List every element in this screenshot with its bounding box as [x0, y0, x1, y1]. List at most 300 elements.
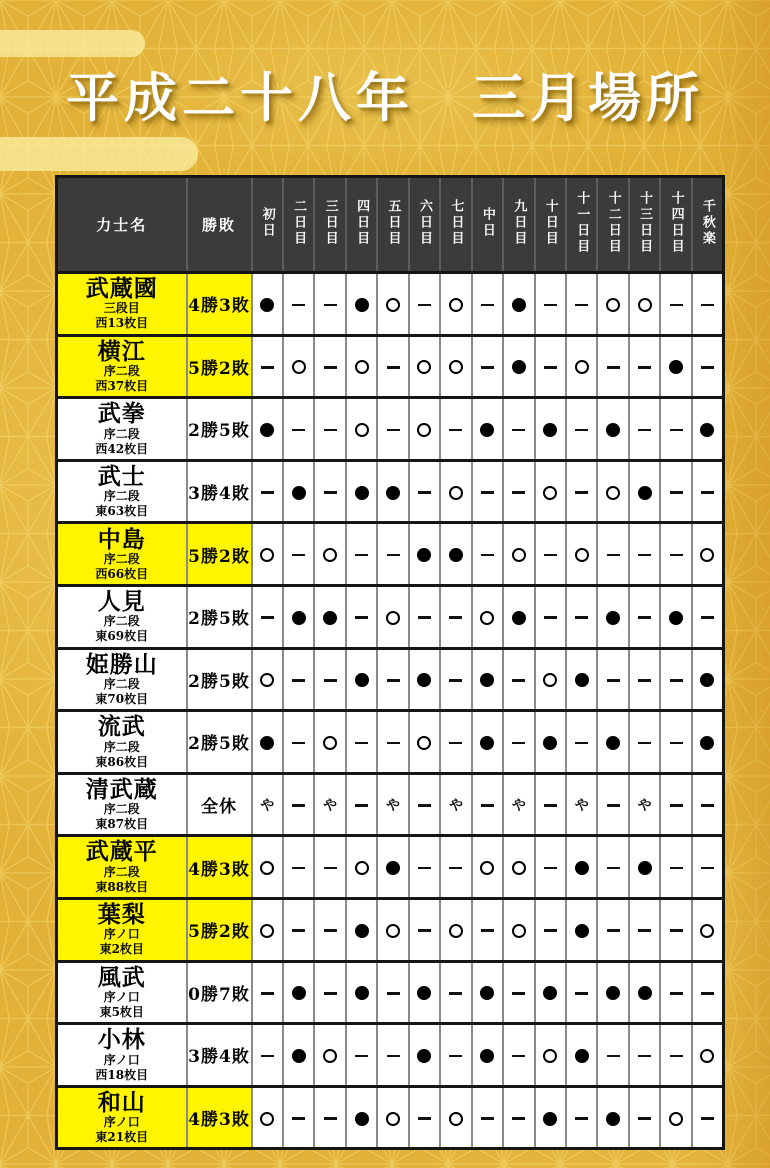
result-cell [440, 523, 471, 586]
no-bout-dash-icon [449, 679, 462, 682]
no-bout-dash-icon [449, 867, 462, 870]
rikishi-rank: 東2枚目 [99, 942, 144, 957]
result-cell [535, 460, 566, 523]
loss-circle-icon [292, 611, 306, 625]
rikishi-rank: 東5枚目 [99, 1004, 144, 1019]
loss-circle-icon [575, 861, 589, 875]
result-cell [314, 961, 345, 1024]
result-cell [314, 273, 345, 336]
result-cell [660, 1086, 691, 1149]
result-cell [472, 460, 503, 523]
loss-circle-icon [355, 673, 369, 687]
win-circle-icon [260, 673, 274, 687]
result-cell [283, 773, 314, 836]
win-circle-icon [292, 360, 306, 374]
header-day-15 [692, 177, 724, 273]
result-cell [566, 335, 597, 398]
result-cell [692, 773, 724, 836]
record-cell: 2勝5敗 [187, 711, 252, 774]
no-bout-dash-icon [481, 491, 494, 494]
no-bout-dash-icon [701, 992, 714, 995]
result-cell [440, 1086, 471, 1149]
rikishi-row [57, 773, 724, 836]
no-bout-dash-icon [670, 992, 683, 995]
result-cell [409, 335, 440, 398]
tournament-title: 平成二十八年 三月場所 [66, 68, 704, 129]
loss-circle-icon [480, 986, 494, 1000]
no-bout-dash-icon [638, 1117, 651, 1120]
result-cell [409, 1086, 440, 1149]
result-cell [535, 523, 566, 586]
result-cell [440, 1024, 471, 1087]
result-cell [692, 1024, 724, 1087]
rikishi-name-cell [57, 711, 187, 774]
no-bout-dash-icon [512, 491, 525, 494]
absent-marker: や [323, 797, 338, 814]
result-cell [283, 398, 314, 461]
result-cell [629, 711, 660, 774]
win-circle-icon [417, 360, 431, 374]
loss-circle-icon [606, 736, 620, 750]
rikishi-division: 序二段 [103, 551, 140, 566]
result-cell [597, 398, 628, 461]
result-cell [377, 523, 408, 586]
result-cell [409, 398, 440, 461]
rikishi-name: 風武 [97, 963, 146, 991]
result-cell [629, 335, 660, 398]
result-cell [472, 585, 503, 648]
loss-circle-icon [449, 548, 463, 562]
header-day-13-label: 十三日目 [637, 190, 653, 255]
results-table [55, 175, 725, 1150]
win-circle-icon [323, 1049, 337, 1063]
rikishi-row [57, 836, 724, 899]
rikishi-row [57, 711, 724, 774]
win-circle-icon [700, 924, 714, 938]
win-circle-icon [543, 673, 557, 687]
result-cell [472, 711, 503, 774]
no-bout-dash-icon [292, 929, 305, 932]
no-bout-dash-icon [670, 679, 683, 682]
rikishi-name: 清武蔵 [85, 775, 158, 803]
result-cell [346, 836, 377, 899]
result-cell [503, 836, 534, 899]
no-bout-dash-icon [575, 1117, 588, 1120]
no-bout-dash-icon [418, 804, 431, 807]
no-bout-dash-icon [387, 679, 400, 682]
result-cell [535, 585, 566, 648]
record-cell: 2勝5敗 [187, 398, 252, 461]
no-bout-dash-icon [387, 742, 400, 745]
win-circle-icon [449, 1112, 463, 1126]
no-bout-dash-icon [292, 742, 305, 745]
result-cell [660, 1024, 691, 1087]
result-cell [409, 273, 440, 336]
no-bout-dash-icon [607, 366, 620, 369]
header-day-6 [409, 177, 440, 273]
result-cell [503, 460, 534, 523]
loss-circle-icon [700, 423, 714, 437]
result-cell [566, 1086, 597, 1149]
loss-circle-icon [543, 423, 557, 437]
result-cell [597, 648, 628, 711]
no-bout-dash-icon [670, 929, 683, 932]
result-cell [692, 836, 724, 899]
no-bout-dash-icon [607, 1055, 620, 1058]
rikishi-name-cell [57, 836, 187, 899]
result-cell [629, 836, 660, 899]
result-cell [629, 1024, 660, 1087]
result-cell [346, 898, 377, 961]
loss-circle-icon [417, 673, 431, 687]
absent-marker: や [637, 797, 652, 814]
result-cell [597, 585, 628, 648]
no-bout-dash-icon [324, 304, 337, 307]
loss-circle-icon [292, 986, 306, 1000]
result-cell [409, 648, 440, 711]
rikishi-name-cell [57, 648, 187, 711]
win-circle-icon [700, 548, 714, 562]
result-cell [314, 523, 345, 586]
absent-marker: や [448, 797, 463, 814]
no-bout-dash-icon [638, 366, 651, 369]
result-cell [472, 836, 503, 899]
result-cell [409, 898, 440, 961]
no-bout-dash-icon [324, 867, 337, 870]
loss-circle-icon [575, 924, 589, 938]
loss-circle-icon [355, 924, 369, 938]
result-cell [346, 1086, 377, 1149]
result-cell [597, 836, 628, 899]
result-cell [314, 1086, 345, 1149]
result-cell [660, 648, 691, 711]
result-cell [660, 773, 691, 836]
loss-circle-icon [260, 423, 274, 437]
result-cell [472, 273, 503, 336]
result-cell [629, 398, 660, 461]
result-cell [314, 648, 345, 711]
result-cell [566, 711, 597, 774]
result-cell [566, 648, 597, 711]
header-day-9 [503, 177, 534, 273]
result-cell [692, 961, 724, 1024]
result-cell [535, 898, 566, 961]
loss-circle-icon [417, 986, 431, 1000]
result-cell [503, 273, 534, 336]
record-cell: 5勝2敗 [187, 898, 252, 961]
rikishi-name: 中島 [97, 525, 146, 553]
no-bout-dash-icon [418, 304, 431, 307]
result-cell [566, 273, 597, 336]
result-cell [660, 711, 691, 774]
result-cell [597, 273, 628, 336]
result-cell [283, 460, 314, 523]
rikishi-rank: 東86枚目 [95, 754, 149, 769]
loss-circle-icon [480, 423, 494, 437]
no-bout-dash-icon [261, 366, 274, 369]
no-bout-dash-icon [701, 491, 714, 494]
no-bout-dash-icon [607, 867, 620, 870]
result-cell [252, 1086, 283, 1149]
header-day-10 [535, 177, 566, 273]
result-cell [377, 398, 408, 461]
win-circle-icon [700, 1049, 714, 1063]
loss-circle-icon [606, 1112, 620, 1126]
rikishi-division: 序二段 [103, 677, 140, 691]
rikishi-row [57, 961, 724, 1024]
rikishi-name: 姫勝山 [85, 650, 158, 678]
loss-circle-icon [386, 861, 400, 875]
result-cell [535, 648, 566, 711]
rikishi-name-cell [57, 898, 187, 961]
no-bout-dash-icon [512, 992, 525, 995]
result-cell [377, 585, 408, 648]
result-cell [252, 898, 283, 961]
loss-circle-icon [638, 486, 652, 500]
rikishi-row [57, 898, 724, 961]
rikishi-rank: 西42枚目 [95, 441, 149, 456]
result-cell [283, 898, 314, 961]
rikishi-rank: 東87枚目 [95, 817, 149, 832]
loss-circle-icon [480, 736, 494, 750]
result-cell [252, 648, 283, 711]
result-cell [535, 836, 566, 899]
result-cell [440, 585, 471, 648]
result-cell [503, 648, 534, 711]
win-circle-icon [480, 861, 494, 875]
loss-circle-icon [323, 611, 337, 625]
win-circle-icon [260, 861, 274, 875]
result-cell [566, 398, 597, 461]
result-cell [660, 335, 691, 398]
result-cell [440, 460, 471, 523]
no-bout-dash-icon [544, 929, 557, 932]
result-cell [535, 335, 566, 398]
no-bout-dash-icon [292, 1117, 305, 1120]
result-cell [283, 836, 314, 899]
result-cell [409, 460, 440, 523]
no-bout-dash-icon [418, 491, 431, 494]
result-cell [252, 711, 283, 774]
rikishi-division: 序二段 [103, 426, 140, 441]
result-cell [252, 460, 283, 523]
no-bout-dash-icon [544, 804, 557, 807]
result-cell [346, 273, 377, 336]
result-cell [377, 460, 408, 523]
result-cell [535, 711, 566, 774]
no-bout-dash-icon [387, 554, 400, 557]
result-cell [252, 398, 283, 461]
no-bout-dash-icon [670, 491, 683, 494]
result-cell [252, 1024, 283, 1087]
rikishi-division: 序二段 [103, 802, 140, 817]
no-bout-dash-icon [670, 304, 683, 307]
decorative-swoosh-top [0, 30, 145, 57]
result-cell [629, 898, 660, 961]
win-circle-icon [449, 486, 463, 500]
result-cell [283, 335, 314, 398]
result-cell [409, 523, 440, 586]
result-cell [535, 1024, 566, 1087]
header-day-10-label: 十日目 [542, 198, 558, 247]
rikishi-division: 序二段 [103, 489, 140, 504]
header-rikishi-name: 力士名 [57, 177, 187, 273]
result-cell [377, 1024, 408, 1087]
rikishi-name-cell [57, 398, 187, 461]
win-circle-icon [417, 736, 431, 750]
win-circle-icon [543, 1049, 557, 1063]
no-bout-dash-icon [575, 992, 588, 995]
win-circle-icon [386, 924, 400, 938]
header-day-14 [660, 177, 691, 273]
no-bout-dash-icon [449, 742, 462, 745]
record-cell: 5勝2敗 [187, 523, 252, 586]
rikishi-row [57, 398, 724, 461]
result-cell [314, 836, 345, 899]
no-bout-dash-icon [261, 616, 274, 619]
header-day-15-label: 千秋楽 [699, 198, 715, 247]
result-cell [629, 648, 660, 711]
result-cell [660, 836, 691, 899]
no-bout-dash-icon [292, 304, 305, 307]
rikishi-name-cell [57, 335, 187, 398]
result-cell [283, 711, 314, 774]
result-cell [314, 398, 345, 461]
win-circle-icon [512, 548, 526, 562]
no-bout-dash-icon [670, 1055, 683, 1058]
result-cell [597, 523, 628, 586]
rikishi-rank: 西18枚目 [95, 1067, 149, 1082]
loss-circle-icon [543, 1112, 557, 1126]
header-day-11 [566, 177, 597, 273]
loss-circle-icon [260, 736, 274, 750]
no-bout-dash-icon [481, 304, 494, 307]
loss-circle-icon [575, 673, 589, 687]
no-bout-dash-icon [638, 679, 651, 682]
absent-marker: や [511, 797, 526, 814]
result-cell [597, 898, 628, 961]
header-day-8 [472, 177, 503, 273]
no-bout-dash-icon [418, 867, 431, 870]
no-bout-dash-icon [670, 429, 683, 432]
header-day-12-label: 十二日目 [605, 190, 621, 255]
result-cell [346, 335, 377, 398]
loss-circle-icon [512, 611, 526, 625]
result-cell [377, 1086, 408, 1149]
no-bout-dash-icon [638, 1055, 651, 1058]
result-cell [472, 398, 503, 461]
result-cell [377, 898, 408, 961]
result-cell [314, 711, 345, 774]
loss-circle-icon [700, 673, 714, 687]
loss-circle-icon [417, 1049, 431, 1063]
result-cell [377, 711, 408, 774]
result-cell [472, 961, 503, 1024]
result-cell [692, 711, 724, 774]
result-cell [503, 523, 534, 586]
result-cell [377, 836, 408, 899]
no-bout-dash-icon [638, 742, 651, 745]
result-cell [503, 585, 534, 648]
rikishi-rank: 東88枚目 [95, 879, 149, 894]
header-day-4 [346, 177, 377, 273]
loss-circle-icon [355, 986, 369, 1000]
result-cell [346, 398, 377, 461]
rikishi-name: 和山 [97, 1088, 146, 1116]
header-day-2-label: 二日目 [291, 198, 307, 247]
record-cell: 4勝3敗 [187, 1086, 252, 1149]
result-cell [346, 773, 377, 836]
win-circle-icon [449, 924, 463, 938]
absent-marker: や [260, 797, 275, 814]
result-cell [660, 460, 691, 523]
no-bout-dash-icon [512, 1117, 525, 1120]
result-cell [314, 460, 345, 523]
rikishi-division: 序二段 [103, 864, 140, 879]
result-cell [409, 1024, 440, 1087]
rikishi-name-cell [57, 773, 187, 836]
result-cell [252, 335, 283, 398]
rikishi-row [57, 648, 724, 711]
loss-circle-icon [386, 486, 400, 500]
result-cell [597, 1024, 628, 1087]
header-day-1-label: 初日 [259, 206, 275, 239]
no-bout-dash-icon [292, 429, 305, 432]
record-cell: 3勝4敗 [187, 460, 252, 523]
result-cell [252, 773, 283, 836]
rikishi-division: 序ノ口 [103, 1052, 140, 1067]
rikishi-division: 序二段 [103, 364, 140, 379]
result-cell [660, 398, 691, 461]
no-bout-dash-icon [575, 429, 588, 432]
loss-circle-icon [700, 736, 714, 750]
result-cell [252, 273, 283, 336]
header-day-12 [597, 177, 628, 273]
result-cell [346, 523, 377, 586]
rikishi-name: 小林 [97, 1026, 146, 1054]
result-cell [314, 898, 345, 961]
rikishi-row [57, 1086, 724, 1149]
loss-circle-icon [292, 1049, 306, 1063]
no-bout-dash-icon [638, 929, 651, 932]
no-bout-dash-icon [292, 867, 305, 870]
no-bout-dash-icon [607, 679, 620, 682]
result-cell [472, 773, 503, 836]
header-day-11-label: 十一日目 [574, 190, 590, 255]
rikishi-name: 人見 [97, 588, 146, 616]
no-bout-dash-icon [481, 366, 494, 369]
result-cell [472, 898, 503, 961]
result-cell [566, 1024, 597, 1087]
result-cell [346, 585, 377, 648]
no-bout-dash-icon [324, 429, 337, 432]
rikishi-rank: 東21枚目 [95, 1130, 149, 1145]
loss-circle-icon [480, 1049, 494, 1063]
rikishi-name: 武蔵平 [85, 838, 158, 866]
loss-circle-icon [606, 611, 620, 625]
no-bout-dash-icon [418, 929, 431, 932]
results-table-wrapper [55, 175, 725, 1150]
no-bout-dash-icon [512, 742, 525, 745]
rikishi-row [57, 585, 724, 648]
no-bout-dash-icon [449, 1055, 462, 1058]
no-bout-dash-icon [418, 1117, 431, 1120]
absent-marker: や [386, 797, 401, 814]
result-cell [566, 773, 597, 836]
rikishi-name-cell [57, 1086, 187, 1149]
result-cell [629, 460, 660, 523]
rikishi-rank: 西66枚目 [95, 566, 149, 581]
